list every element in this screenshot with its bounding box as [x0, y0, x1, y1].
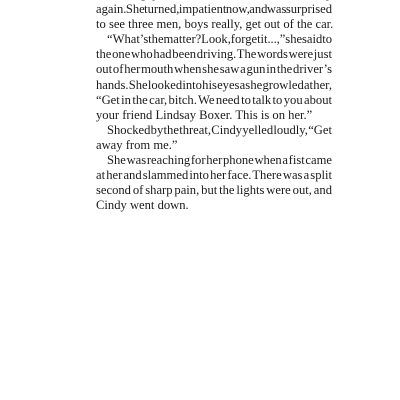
text-line: the one who had been driving. The words were just: [96, 47, 332, 62]
text-line: at her and slammed into her face. There was a split: [96, 168, 332, 183]
text-line: Cindy went down.: [96, 198, 189, 213]
body-text: [96, 0, 332, 213]
text-line: She was reaching for her phone when a fist came: [107, 153, 332, 168]
text-line: “What’s the matter? Look, forget it . . . ,” she said to: [107, 32, 332, 47]
text-line: away from me.”: [96, 137, 178, 152]
text-line: hands. She looked into his eyes as he growled at her,: [96, 77, 332, 92]
text-line: out of her mouth when she saw a gun in the driver’s: [96, 62, 332, 77]
text-line: again. She turned, impatient now, and was surprised: [96, 2, 332, 17]
text-line: to see three men, boys really, get out of the car.: [96, 17, 334, 32]
text-line: second of sharp pain, but the lights were out, and: [96, 183, 332, 198]
text-line: Shocked by the threat, Cindy yelled loudly, “Get: [107, 122, 332, 137]
text-line: “Get in the car, bitch. We need to talk to you about: [96, 92, 332, 107]
text-line: your friend Lindsay Boxer. This is on her.”: [96, 107, 313, 122]
